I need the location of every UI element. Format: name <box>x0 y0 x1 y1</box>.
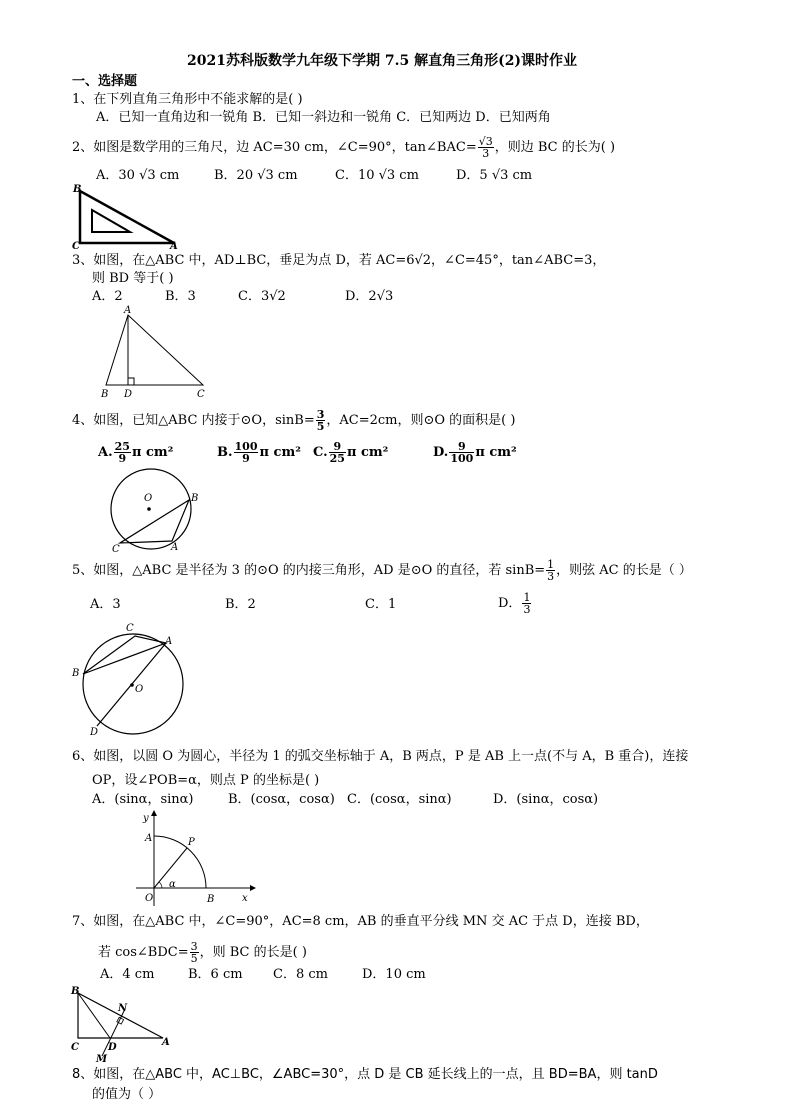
q3-figure <box>96 303 216 400</box>
q5-option-b: B．2 <box>225 597 256 612</box>
q3-option-b: B．3 <box>165 289 196 304</box>
q5-label-c: C <box>126 623 134 634</box>
q6-label-o: O <box>145 893 154 904</box>
q4-triangle <box>120 500 189 543</box>
q5-option-a: A．3 <box>90 597 121 612</box>
q3-stem-line1: 3、如图，在△ABC 中，AD⊥BC，垂足为点 D，若 AC=6√2，∠C=45°，tan∠ABC=3， <box>72 253 606 268</box>
q5-figure <box>70 620 188 738</box>
q7-stem-line1: 7、如图，在△ABC 中，∠C=90°，AC=8 cm，AB 的垂直平分线 MN 交 AC 于点 D，连接 BD， <box>72 914 649 929</box>
q7-figure <box>68 983 178 1065</box>
q3-label-c: C <box>197 389 205 400</box>
q6-stem-line1: 6、如图，以圆 O 为圆心，半径为 1 的弧交坐标轴于 A，B 两点，P 是 AB 上一点(不与 A，B 重合)，连接 <box>72 749 689 764</box>
q2-outer-triangle <box>80 191 174 243</box>
q7-label-m: M <box>96 1054 108 1065</box>
q4-option-d: D. $\frac{9}{100}$ π cm² <box>433 440 517 465</box>
q7-label-c: C <box>71 1042 79 1053</box>
q5-center-dot <box>130 683 134 687</box>
q6-option-d: D．(sinα，cosα) <box>493 792 599 807</box>
q3-option-c: C．3√2 <box>238 289 286 304</box>
document-title: 2021苏科版数学九年级下学期 7.5 解直角三角形(2)课时作业 <box>187 53 578 69</box>
q4-center-dot <box>147 507 151 511</box>
q2-stem: 2、如图是数学用的三角尺，边 AC=30 cm，∠C=90°，tan∠BAC= $\frac{√3}{3}$ ，则边 BC 的长为( ) <box>72 135 616 160</box>
q8-stem-line1: 8、如图，在△ABC 中，AC⊥BC，∠ABC=30°，点 D 是 CB 延长线上的一点，且 BD=BA，则 tanD <box>72 1067 658 1082</box>
q6-label-b: B <box>207 894 215 905</box>
q5-label-o: O <box>135 684 144 695</box>
q4-option-b: B. $\frac{100}{9}$ π cm² <box>217 440 301 465</box>
q4-label-o: O <box>144 493 153 504</box>
q4-option-c: C. $\frac{9}{25}$ π cm² <box>313 440 389 465</box>
q3-stem-line2: 则 BD 等于( ) <box>92 271 174 286</box>
q6-arc <box>154 836 206 888</box>
q5-option-c: C．1 <box>365 597 397 612</box>
q3-label-d: D <box>124 389 133 400</box>
q2-label-a: A <box>170 241 178 249</box>
q1-options: A．已知一直角边和一锐角 B．已知一斜边和一锐角 C．已知两边 D．已知两角 <box>96 110 551 125</box>
q7-option-b: B．6 cm <box>188 967 243 982</box>
q4-label-b: B <box>191 493 199 504</box>
q6-angle-arc <box>159 882 162 888</box>
q6-label-x: x <box>242 893 248 904</box>
q4-figure <box>104 468 214 558</box>
q2-option-c: C．10 √3 cm <box>335 168 419 183</box>
q7-label-b: B <box>71 986 80 997</box>
q5-stem: 5、如图，△ABC 是半径为 3 的⊙O 的内接三角形，AD 是⊙O 的直径，若 sinB= $\frac{1}{3}$ ，则弦 AC 的长是（ ） <box>72 558 692 583</box>
q5-label-b: B <box>72 668 80 679</box>
q5-option-d: D． $\frac{1}{3}$ <box>498 591 531 616</box>
q6-y-arrow <box>151 810 157 816</box>
q7-option-d: D．10 cm <box>362 967 426 982</box>
q3-label-a: A <box>124 305 132 316</box>
q3-label-b: B <box>101 389 109 400</box>
section-heading: 一、选择题 <box>72 74 138 89</box>
q2-label-c: C <box>72 241 80 249</box>
q3-option-d: D．2√3 <box>345 289 394 304</box>
q7-label-d: D <box>108 1042 117 1053</box>
q7-segment-bd <box>78 993 110 1038</box>
q6-option-a: A．(sinα，sinα) <box>92 792 194 807</box>
q5-label-d: D <box>90 727 99 738</box>
q6-option-b: B．(cosα，cosα) <box>228 792 335 807</box>
q7-option-c: C．8 cm <box>273 967 328 982</box>
q6-figure <box>132 808 257 908</box>
q5-triangle <box>83 636 166 674</box>
q6-label-alpha: α <box>169 879 176 890</box>
q6-x-arrow <box>250 885 256 891</box>
q2-inner-triangle <box>92 210 130 232</box>
q4-stem: 4、如图，已知△ABC 内接于⊙O，sinB= $\frac{3}{5}$ ，AC=2cm，则⊙O 的面积是( ) <box>72 408 516 433</box>
q7-stem-line2: 若 cos∠BDC= $\frac{3}{5}$ ，则 BC 的长是( ) <box>98 940 307 965</box>
q2-figure <box>70 183 185 249</box>
q2-option-d: D．5 √3 cm <box>456 168 533 183</box>
q6-label-a: A <box>145 833 153 844</box>
q7-label-a: A <box>162 1037 170 1048</box>
q4-label-a: A <box>171 542 179 553</box>
q6-stem-line2: OP，设∠POB=α，则点 P 的坐标是( ) <box>92 773 320 788</box>
q2-option-a: A．30 √3 cm <box>96 168 180 183</box>
q4-option-a: A. $\frac{25}{9}$ π cm² <box>98 440 174 465</box>
q8-stem-line2: 的值为（ ） <box>92 1087 162 1102</box>
q3-option-a: A．2 <box>92 289 123 304</box>
q1-stem: 1、在下列直角三角形中不能求解的是( ) <box>72 92 303 107</box>
q7-triangle <box>78 993 163 1038</box>
q5-label-a: A <box>165 636 173 647</box>
q3-right-angle-mark <box>128 378 134 385</box>
q7-option-a: A．4 cm <box>100 967 155 982</box>
q6-label-p: P <box>188 837 195 848</box>
q7-label-n: N <box>118 1003 128 1014</box>
q6-label-y: y <box>143 813 149 824</box>
q3-triangle <box>106 315 203 385</box>
q4-circle <box>111 469 191 549</box>
q2-option-b: B．20 √3 cm <box>214 168 298 183</box>
q6-option-c: C．(cosα，sinα) <box>347 792 452 807</box>
q2-label-b: B <box>73 184 82 195</box>
q4-label-c: C <box>112 544 120 555</box>
